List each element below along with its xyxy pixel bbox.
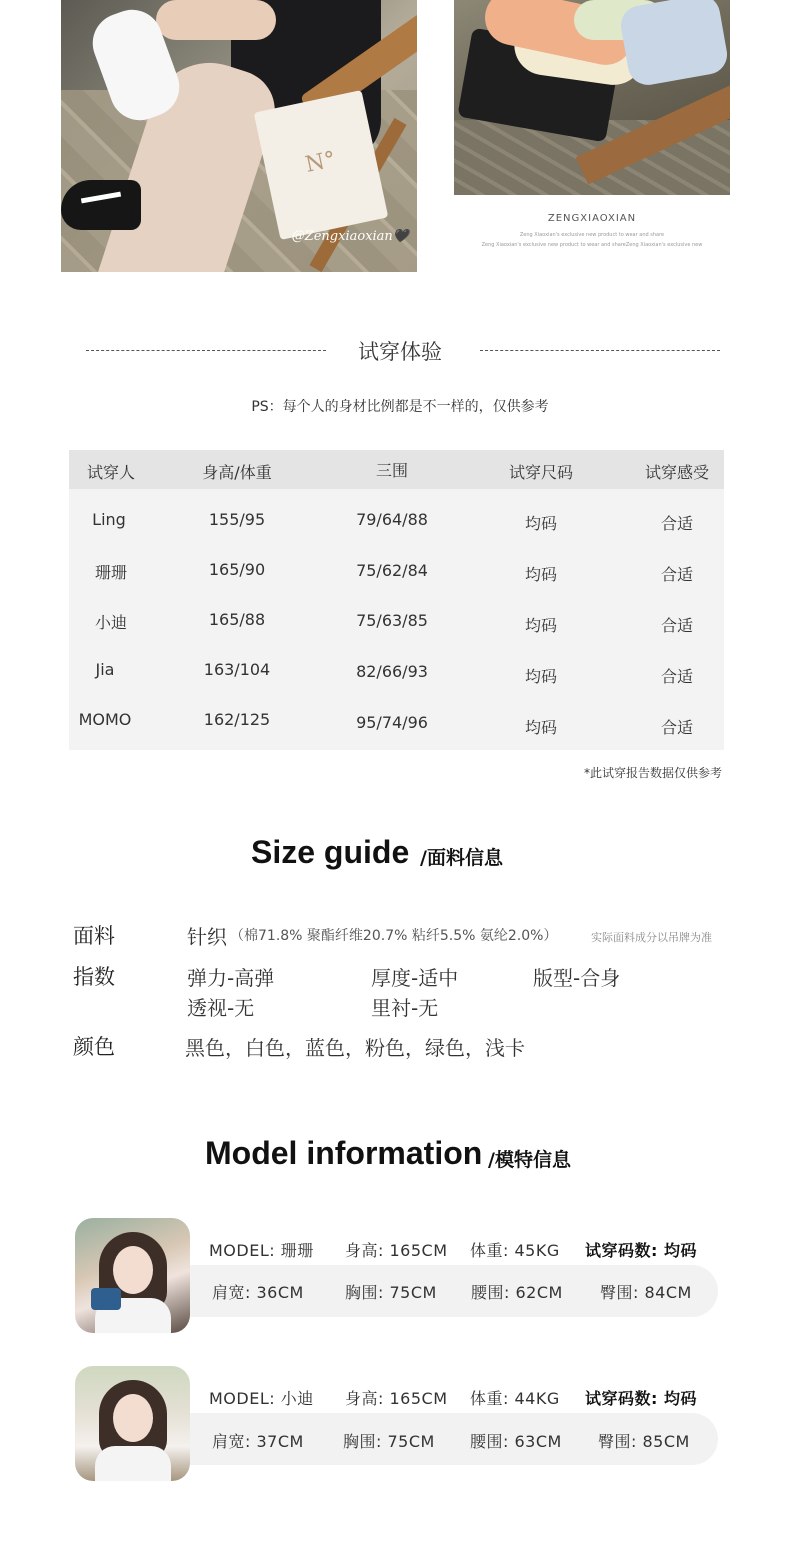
table-cell: 155/95 xyxy=(208,510,266,529)
color-list: 黑色，白色，蓝色，粉色，绿色，浅卡 xyxy=(185,1036,525,1060)
table-cell: 均码 xyxy=(524,667,557,686)
model-chest: 胸围: 75CM xyxy=(343,1432,435,1451)
table-cell: 均码 xyxy=(524,616,557,635)
model-avatar xyxy=(75,1218,190,1333)
fabric-label: 面料 xyxy=(73,924,115,948)
avatar-face xyxy=(113,1394,153,1442)
model-weight: 体重: 44KG xyxy=(470,1389,560,1408)
model-name: MODEL: 珊珊 xyxy=(209,1241,314,1260)
header-cell: 试穿感受 xyxy=(644,463,709,482)
table-cell: 75/63/85 xyxy=(356,611,428,630)
brand-tagline-line1: Zeng Xiaoxian's exclusive new product to wear and share xyxy=(519,232,665,238)
brand-tagline-line2: Zeng Xiaoxian's exclusive new product to wear and shareZeng Xiaoxian's exclusive new xyxy=(481,242,703,248)
size-guide-title: Size guide xyxy=(251,834,410,870)
table-cell: 165/88 xyxy=(208,610,266,629)
index-item: 里衬-无 xyxy=(371,996,439,1020)
trial-table xyxy=(69,450,724,750)
avatar-face xyxy=(113,1246,153,1294)
header-cell: 身高/体重 xyxy=(202,463,272,482)
model-waist: 腰围: 62CM xyxy=(471,1283,563,1302)
table-cell: Ling xyxy=(92,510,126,529)
avatar-cup xyxy=(91,1288,121,1310)
dashed-divider-right xyxy=(480,350,720,351)
color-label: 颜色 xyxy=(73,1035,115,1059)
index-item: 弹力-高弹 xyxy=(187,966,275,990)
header-cell: 试穿尺码 xyxy=(508,463,573,482)
blue-garment xyxy=(618,0,730,88)
watermark: @Zengxiaoxian🖤 xyxy=(291,229,409,244)
table-body xyxy=(69,489,724,750)
table-cell: 合适 xyxy=(660,514,693,533)
model-height: 身高: 165CM xyxy=(345,1389,448,1408)
model-height: 身高: 165CM xyxy=(345,1241,448,1260)
model-shoulder: 肩宽: 36CM xyxy=(212,1283,304,1302)
table-cell: 75/62/84 xyxy=(356,561,428,580)
table-cell: 均码 xyxy=(524,565,557,584)
table-cell: 小迪 xyxy=(94,613,127,632)
table-cell: 95/74/96 xyxy=(356,713,428,732)
index-item: 厚度-适中 xyxy=(371,966,459,990)
table-cell: 合适 xyxy=(660,616,693,635)
table-cell: 79/64/88 xyxy=(356,510,428,529)
table-cell: 珊珊 xyxy=(94,563,127,582)
table-cell: 均码 xyxy=(524,718,557,737)
index-item: 透视-无 xyxy=(187,996,255,1020)
fabric-detail: （棉71.8% 聚酯纤维20.7% 粘纤5.5% 氨纶2.0%） xyxy=(230,928,558,944)
model-waist: 腰围: 63CM xyxy=(470,1432,562,1451)
brand-name: ZENGXIAOXIAN xyxy=(547,213,637,224)
fabric-note: 实际面料成分以吊牌为准 xyxy=(591,931,712,944)
model-weight: 体重: 45KG xyxy=(470,1241,560,1260)
avatar-shirt xyxy=(95,1446,171,1481)
bag-logo: N° xyxy=(303,147,338,178)
fabric-main: 针织 xyxy=(187,925,227,949)
dashed-divider-left xyxy=(86,350,326,351)
index-label: 指数 xyxy=(73,965,115,989)
table-cell: 162/125 xyxy=(203,710,271,729)
model-info-title: Model information xyxy=(205,1135,483,1171)
section-title-trial: 试穿体验 xyxy=(358,340,442,364)
model-name: MODEL: 小迪 xyxy=(209,1389,314,1408)
header-cell: 试穿人 xyxy=(86,463,135,482)
table-cell: 163/104 xyxy=(203,660,271,679)
table-cell: 82/66/93 xyxy=(356,662,428,681)
size-guide-subtitle: /面料信息 xyxy=(420,847,503,869)
table-cell: MOMO xyxy=(78,710,132,729)
trial-note: PS：每个人的身材比例都是不一样的，仅供参考 xyxy=(251,399,549,415)
model-size: 试穿码数: 均码 xyxy=(585,1389,697,1408)
trial-footnote: *此试穿报告数据仅供参考 xyxy=(583,766,722,780)
model-chest: 胸围: 75CM xyxy=(345,1283,437,1302)
table-cell: Jia xyxy=(95,660,115,679)
hands xyxy=(156,0,276,40)
model-shoulder: 肩宽: 37CM xyxy=(212,1432,304,1451)
index-item: 版型-合身 xyxy=(533,966,621,990)
table-cell: 165/90 xyxy=(208,560,266,579)
header-cell: 三围 xyxy=(375,461,408,480)
brand-tagline xyxy=(454,230,730,250)
sneaker xyxy=(61,180,141,230)
model-info-subtitle: /模特信息 xyxy=(488,1149,571,1171)
model-size: 试穿码数: 均码 xyxy=(585,1241,697,1260)
table-cell: 均码 xyxy=(524,514,557,533)
table-header xyxy=(69,450,724,489)
product-photo-right xyxy=(454,0,730,195)
table-cell: 合适 xyxy=(660,718,693,737)
table-cell: 合适 xyxy=(660,565,693,584)
model-hip: 臀围: 85CM xyxy=(598,1432,690,1451)
model-hip: 臀围: 84CM xyxy=(600,1283,692,1302)
model-avatar xyxy=(75,1366,190,1481)
product-photo-left xyxy=(61,0,417,272)
table-cell: 合适 xyxy=(660,667,693,686)
